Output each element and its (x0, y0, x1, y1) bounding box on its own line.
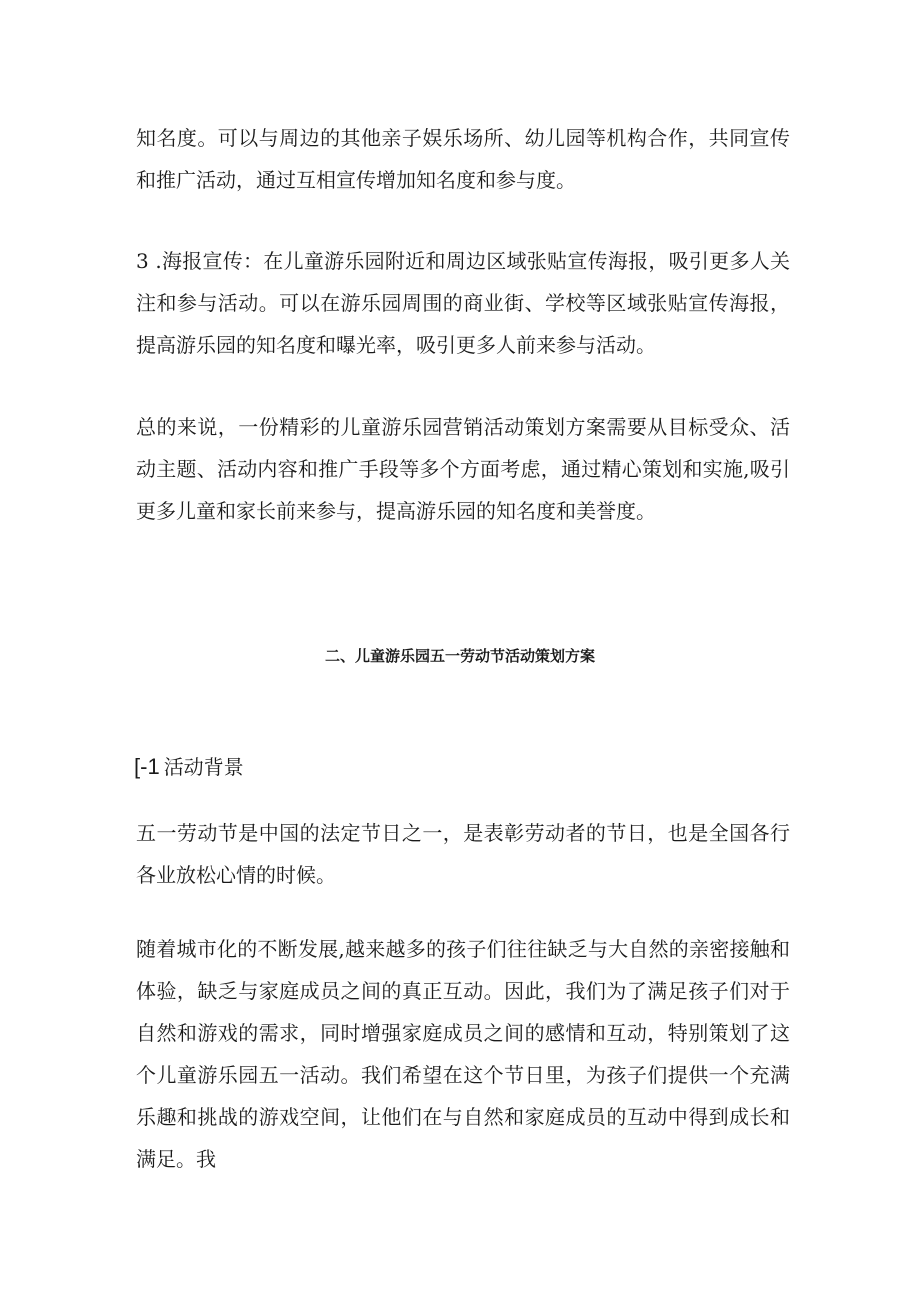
paragraph-background-detail: 随着城市化的不断发展,越来越多的孩子们往往缺乏与大自然的亲密接触和体验，缺乏与家庭成员之间的真正互动。因此，我们为了满足孩子们对于自然和游戏的需求，同时增强家庭成员之间的感情和互动，特别策划了这个儿童游乐园五一活动。我们希望在这个节日里，为孩子们提供一个充满乐趣和挑战的游戏空间，让他们在与自然和家庭成员的互动中得到成长和满足。我 (136, 937, 790, 1171)
paragraph-promotion-cooperation: 知名度。可以与周边的其他亲子娱乐场所、幼儿园等机构合作，共同宣传和推广活动，通过互相宣传增加知名度和参与度。 (136, 126, 790, 192)
section-heading: 二、儿童游乐园五一劳动节活动策划方案 (324, 647, 595, 665)
paragraph-summary: 总的来说，一份精彩的儿童游乐园营销活动策划方案需要从目标受众、活动主题、活动内容和推广手段等多个方面考虑，通过精心策划和实施,吸引更多儿童和家长前来参与，提高游乐园的知名度和美誉度。 (136, 415, 790, 523)
paragraph-poster-promotion: 3 .海报宣传：在儿童游乐园附近和周边区域张贴宣传海报，吸引更多人关注和参与活动。可以在游乐园周围的商业街、学校等区域张贴宣传海报，提高游乐园的知名度和曝光率，吸引更多人前来参与活动。 (136, 249, 790, 357)
paragraph-labor-day-intro: 五一劳动节是中国的法定节日之一，是表彰劳动者的节日，也是全国各行各业放松心情的时候。 (136, 821, 790, 887)
subheading-number: [-1 (134, 754, 160, 779)
subheading-activity-background (134, 751, 244, 783)
subheading-title: 活动背景 (163, 755, 244, 779)
